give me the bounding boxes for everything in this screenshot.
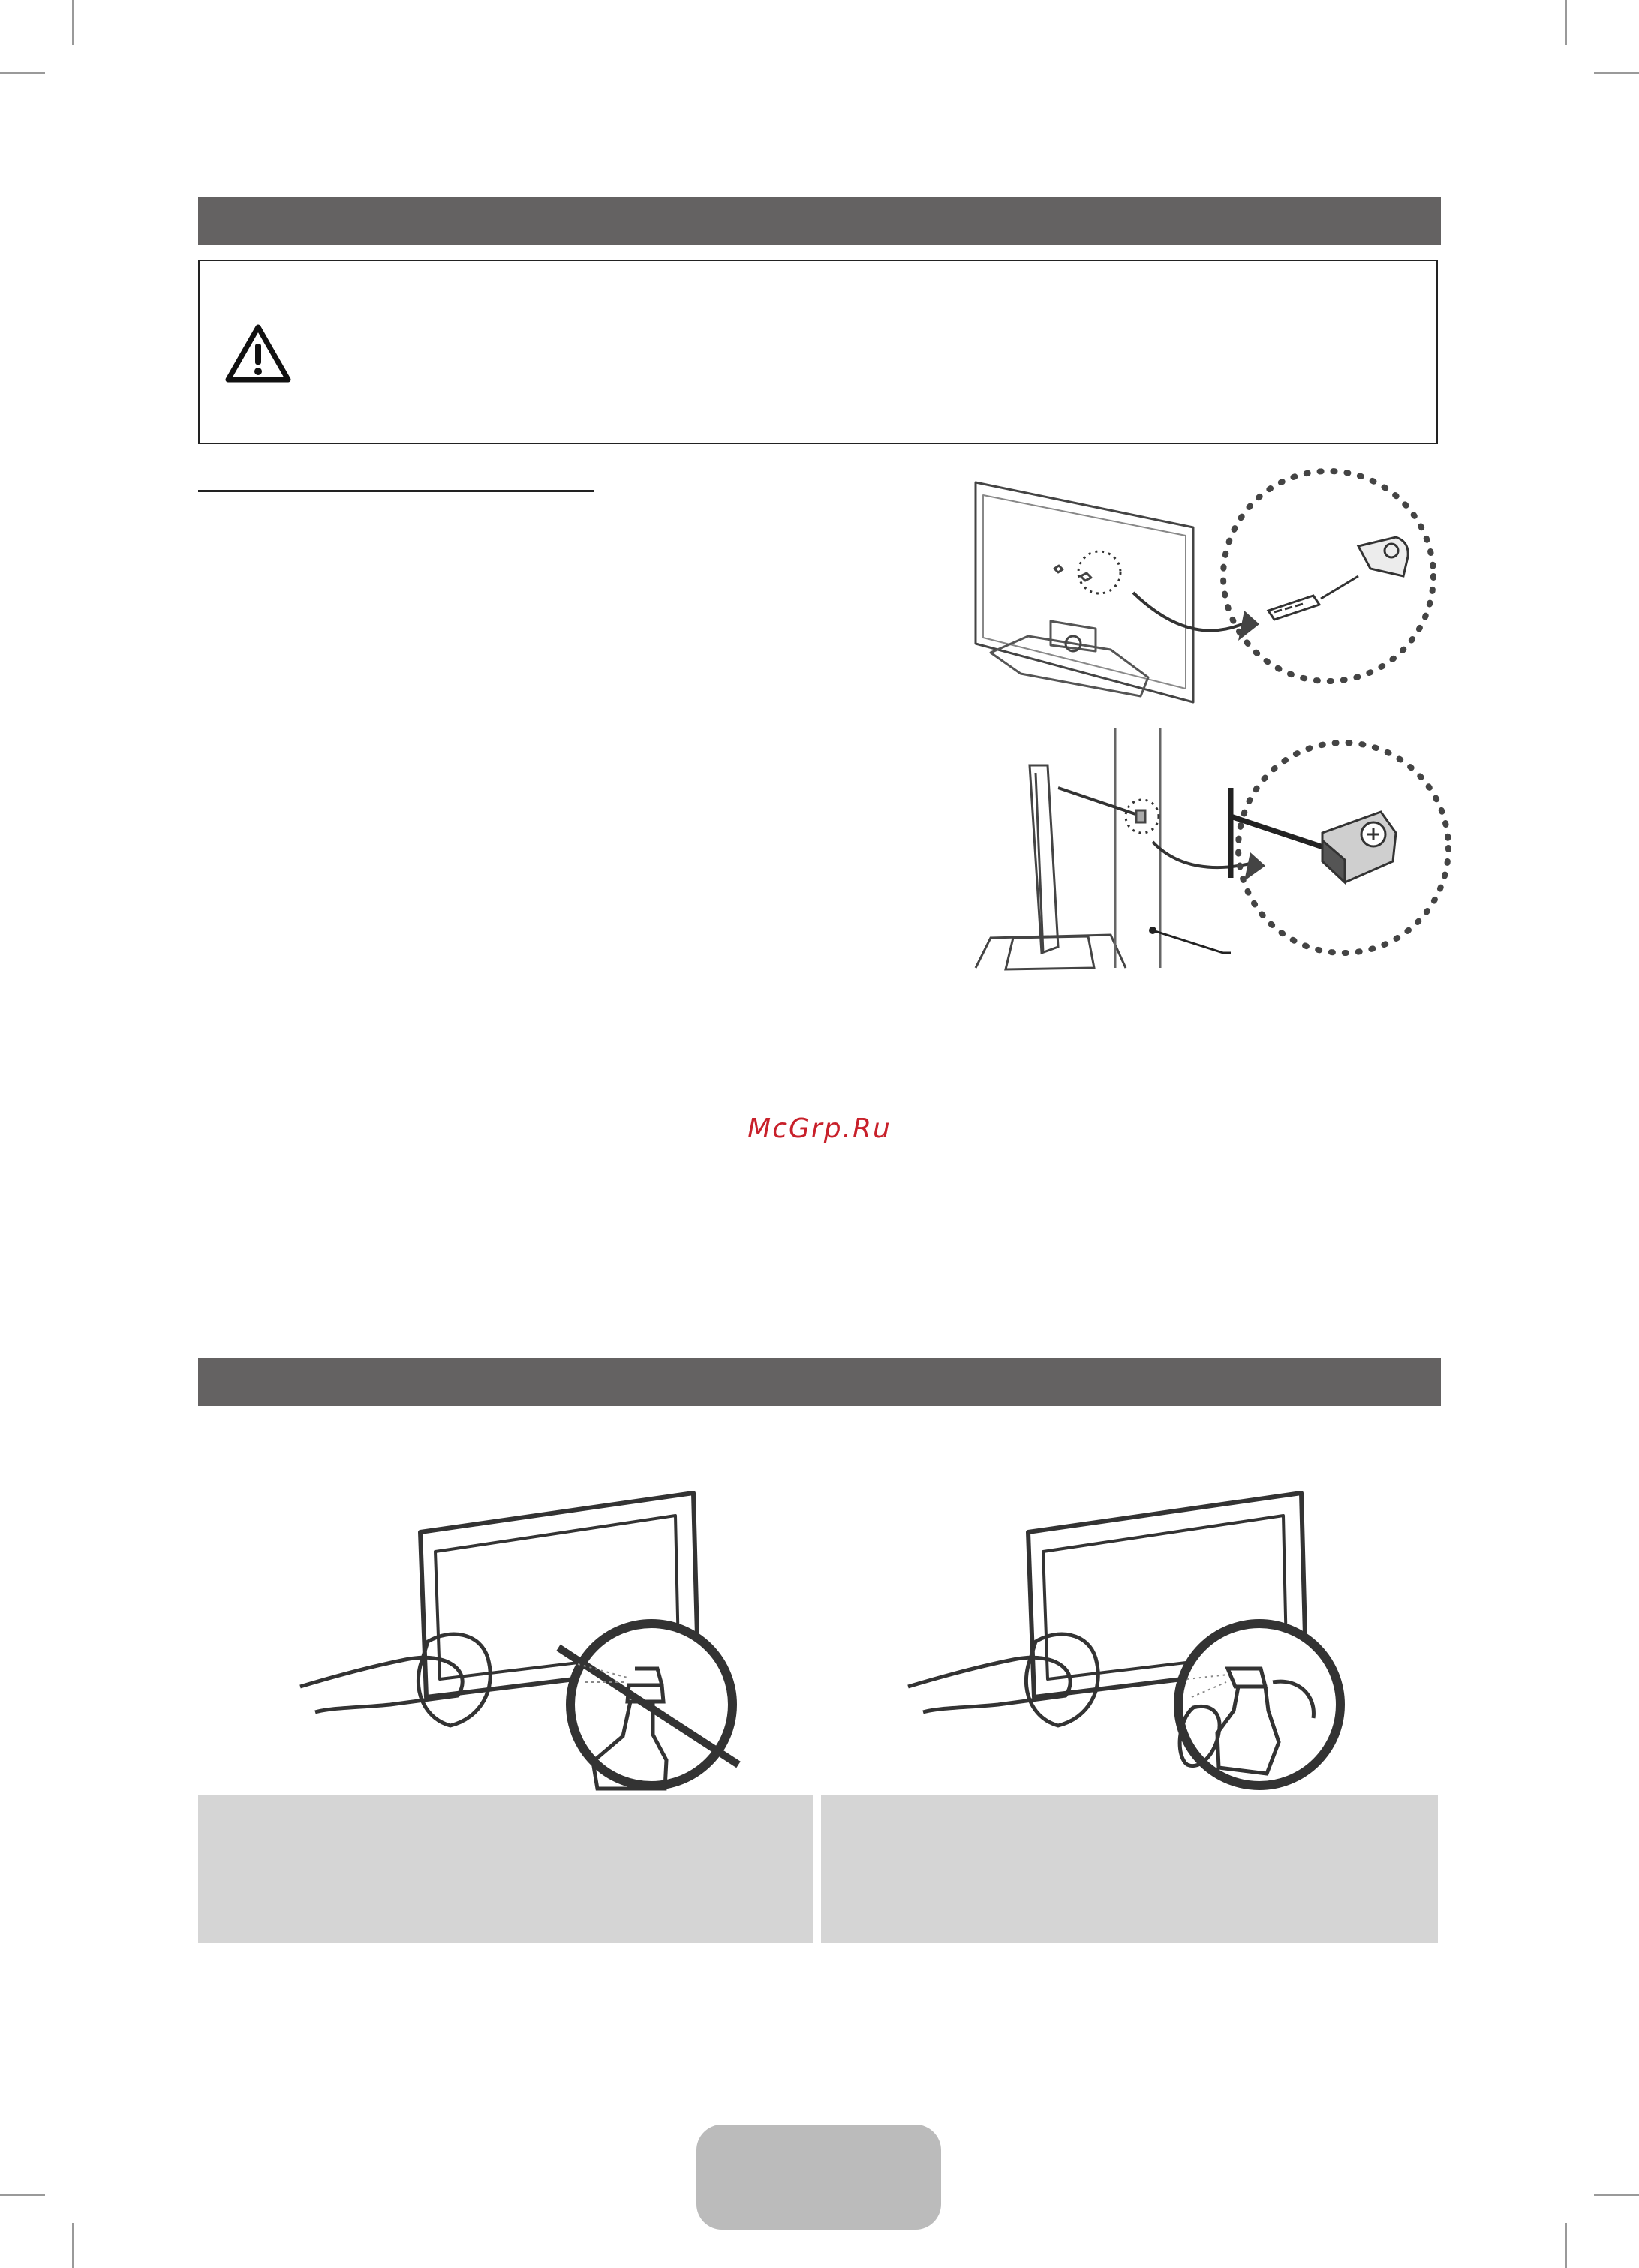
section-header-bar: [198, 197, 1441, 245]
subheading-rule: [198, 490, 594, 492]
watermark: McGrp.Ru: [747, 1113, 892, 1144]
crop-mark: [0, 72, 45, 74]
tv-rear-bracket-illustration: [961, 464, 1441, 704]
warning-box: [198, 260, 1438, 444]
no-spray-on-screen-illustration: [300, 1485, 750, 1831]
crop-mark: [1594, 2194, 1639, 2196]
warning-triangle-icon: [224, 323, 293, 384]
section-header-bar: [198, 1358, 1441, 1406]
tv-wall-strap-illustration: [976, 728, 1456, 983]
page-number-tab: [696, 2125, 941, 2230]
crop-mark: [1565, 0, 1567, 45]
spray-on-cloth-illustration: [908, 1485, 1358, 1831]
caption-box: [821, 1795, 1438, 1943]
crop-mark: [1594, 72, 1639, 74]
caption-box: [198, 1795, 813, 1943]
crop-mark: [72, 2223, 74, 2268]
crop-mark: [1565, 2223, 1567, 2268]
crop-mark: [72, 0, 74, 45]
crop-mark: [0, 2194, 45, 2196]
